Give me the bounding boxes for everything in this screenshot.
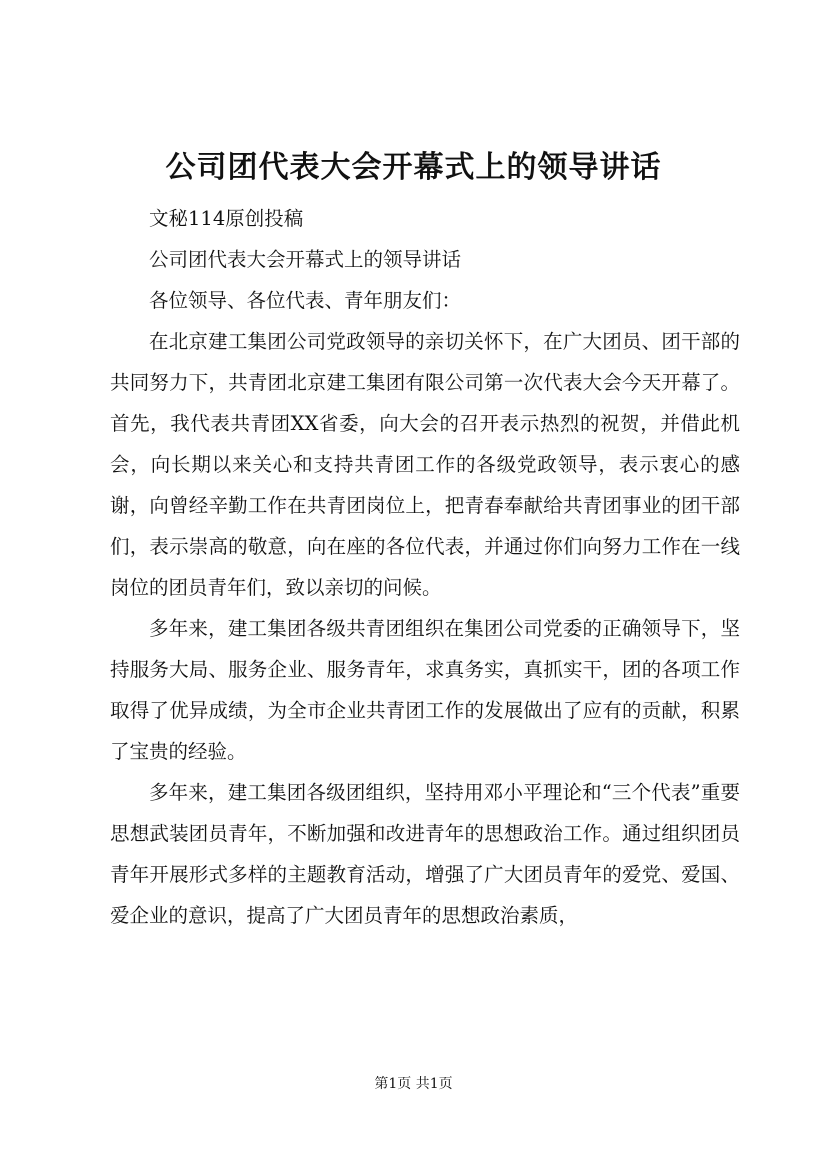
- document-title: 公司团代表大会开幕式上的领导讲话: [165, 150, 662, 185]
- paragraph-opening: 在北京建工集团公司党政领导的亲切关怀下，在广大团员、团干部的共同努力下，共青团北京建工集团有限公司第一次代表大会今天开幕了。首先，我代表共青团XX省委，向大会的召开表示热烈的祝贺，并借此机会，向长期以来关心和支持共青团工作的各级党政领导，表示衷心的感谢，向曾经辛勤工作在共青团岗位上，把青春奉献给共青团事业的团干部们，表示崇高的敬意，向在座的各位代表，并通过你们向努力工作在一线岗位的团员青年们，致以亲切的问候。: [110, 330, 740, 599]
- page-footer: 第1页 共1页: [374, 1076, 453, 1092]
- paragraph-ideology: 多年来，建工集团各级团组织，坚持用邓小平理论和“三个代表”重要思想武装团员青年，不断加强和改进青年的思想政治工作。通过组织团员青年开展形式多样的主题教育活动，增强了广大团员青年的爱党、爱国、爱企业的意识，提高了广大团员青年的思想政治素质，: [110, 781, 740, 927]
- document-body: [110, 198, 740, 936]
- paragraph-achievements: 多年来，建工集团各级共青团组织在集团公司党委的正确领导下，坚持服务大局、服务企业、服务青年，求真务实，真抓实干，团的各项工作取得了优异成绩，为全市企业共青团工作的发展做出了应有的贡献，积累了宝贵的经验。: [110, 617, 740, 763]
- paragraph-source: 文秘114原创投稿: [149, 207, 304, 230]
- paragraph-subtitle: 公司团代表大会开幕式上的领导讲话: [149, 248, 462, 271]
- paragraph-salutation: 各位领导、各位代表、青年朋友们：: [149, 289, 462, 312]
